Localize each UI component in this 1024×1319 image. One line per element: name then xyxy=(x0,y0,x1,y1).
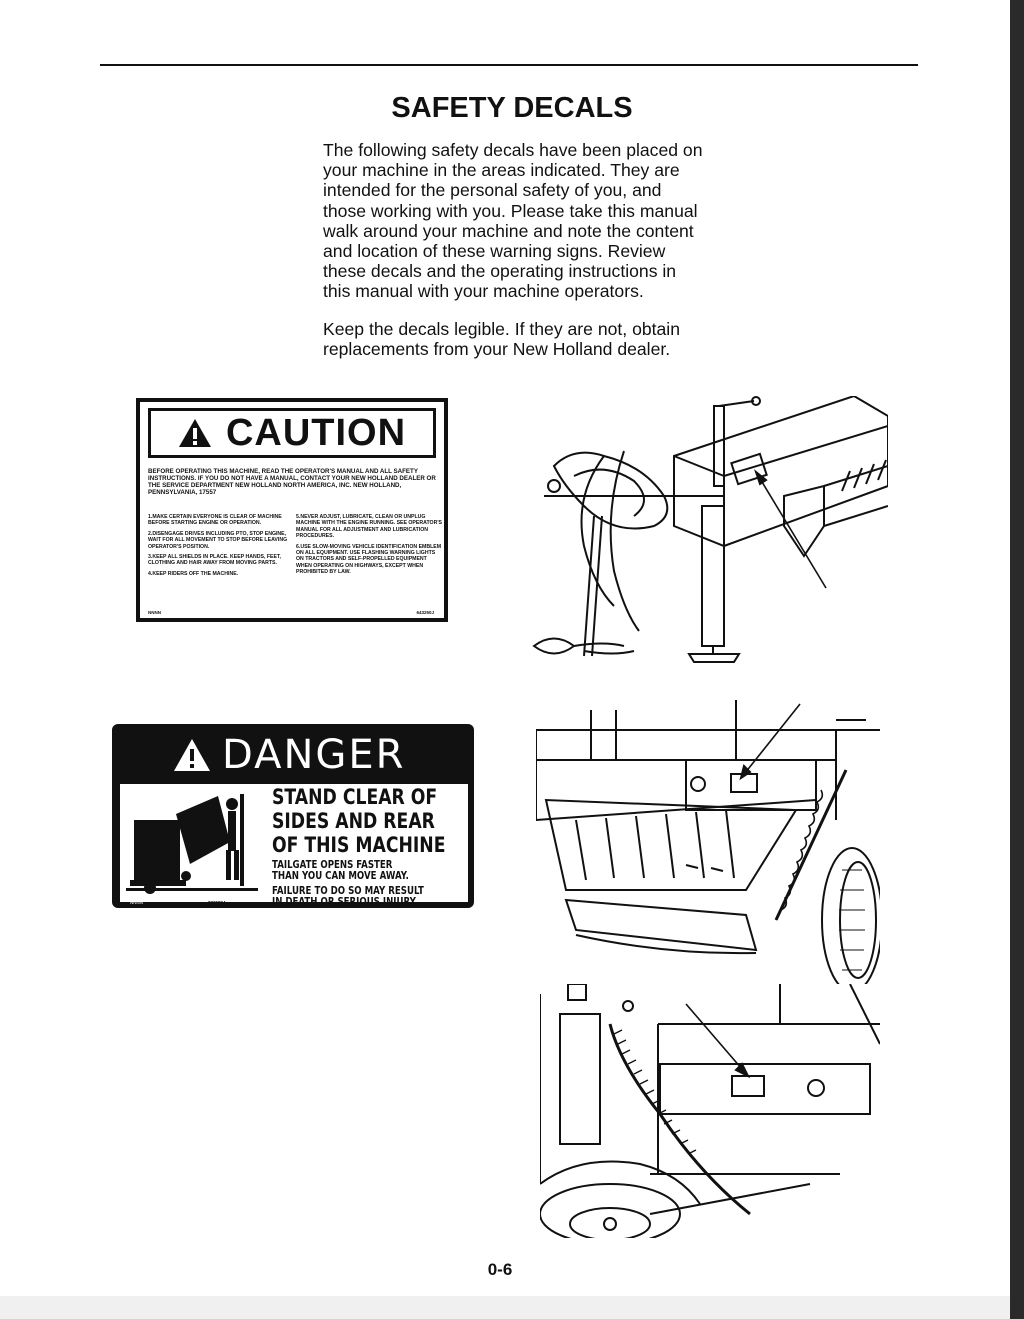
intro-paragraph-1: The following safety decals have been placed on your machine in the areas indicated. They are intended for the personal safety of you, and those working with you. Please take this manual walk around your machine and note the content and location of these warning signs. Review these decals and the operating instructions in this manual with your machine operators. xyxy=(323,140,703,302)
caution-header xyxy=(148,408,436,458)
baler-tailgate-pictogram xyxy=(120,784,262,902)
danger-subline: FAILURE TO DO SO MAY RESULT xyxy=(272,885,424,897)
caution-item: 6.USE SLOW-MOVING VEHICLE IDENTIFICATION EMBLEM ON ALL EQUIPMENT. USE FLASHING WARNING LIGHTS ON TRACTORS AND SELF-PROPELLED EQUIPMENT WHEN OPERATING ON HIGHWAYS, EXCEPT WHEN PROHIBITED BY LAW. xyxy=(296,543,442,576)
danger-code-left: NNNN xyxy=(130,900,143,905)
caution-part-number: 643250J xyxy=(416,610,434,615)
danger-line: STAND CLEAR OF xyxy=(272,785,438,809)
danger-line: SIDES AND REAR xyxy=(272,809,435,833)
caution-code-left: NNNN xyxy=(148,610,161,615)
rear-side-decal-location-illustration xyxy=(536,700,880,1000)
caution-item: 2.DISENGAGE DRIVES INCLUDING PTO, STOP ENGINE, WAIT FOR ALL MOVEMENT TO STOP BEFORE LEAVING OPERATOR'S POSITION. xyxy=(148,530,288,550)
caution-left-column xyxy=(148,514,296,581)
danger-subline: IN DEATH OR SERIOUS INJURY. xyxy=(272,896,418,908)
warning-triangle-icon xyxy=(172,737,212,773)
caution-intro-text: BEFORE OPERATING THIS MACHINE, READ THE OPERATOR'S MANUAL AND ALL SAFETY INSTRUCTIONS. IF YOU DO NOT HAVE A MANUAL, CONTACT YOUR NEW HOLLAND DEALER OR THE SERVICE DEPARTMENT NEW HOLLAND NORTH AMERICA, INC. NEW HOLLAND, PENNSYLVANIA, 17557 xyxy=(148,468,436,496)
danger-part-number: 9825894 xyxy=(208,900,226,905)
danger-line: OF THIS MACHINE xyxy=(272,833,446,857)
caution-heading: CAUTION xyxy=(225,411,407,454)
danger-subline: TAILGATE OPENS FASTER xyxy=(272,859,393,871)
danger-decal xyxy=(112,724,474,908)
danger-header xyxy=(172,732,405,778)
hitch-decal-location-illustration xyxy=(524,396,888,686)
warning-triangle-icon xyxy=(178,418,212,448)
caution-item: 4.KEEP RIDERS OFF THE MACHINE. xyxy=(148,570,239,577)
header-rule xyxy=(100,64,918,66)
danger-subline: THAN YOU CAN MOVE AWAY. xyxy=(272,870,409,882)
intro-paragraph-2: Keep the decals legible. If they are not, obtain replacements from your New Holland dealer. xyxy=(323,319,681,360)
page-number: 0-6 xyxy=(487,1260,513,1279)
tailgate-crush-icon xyxy=(120,784,262,902)
page-bottom-margin xyxy=(0,1296,1010,1319)
caution-item: 3.KEEP ALL SHIELDS IN PLACE. KEEP HANDS, FEET, CLOTHING AND HAIR AWAY FROM MOVING PARTS. xyxy=(148,554,281,567)
danger-heading: DANGER xyxy=(222,732,406,778)
danger-message xyxy=(262,784,468,908)
caution-right-column xyxy=(296,514,444,580)
rear-right-decal-location-illustration xyxy=(540,984,880,1238)
caution-decal xyxy=(136,398,448,622)
caution-item: 5.NEVER ADJUST, LUBRICATE, CLEAN OR UNPLUG MACHINE WITH THE ENGINE RUNNING. SEE OPERATOR'S MANUAL FOR ALL ADJUSTMENT AND LUBRICATION PROCEDURES. xyxy=(296,514,443,540)
page-title: SAFETY DECALS xyxy=(391,92,633,124)
caution-item: 1.MAKE CERTAIN EVERYONE IS CLEAR OF MACHINE BEFORE STARTING ENGINE OR OPERATION. xyxy=(148,514,282,527)
